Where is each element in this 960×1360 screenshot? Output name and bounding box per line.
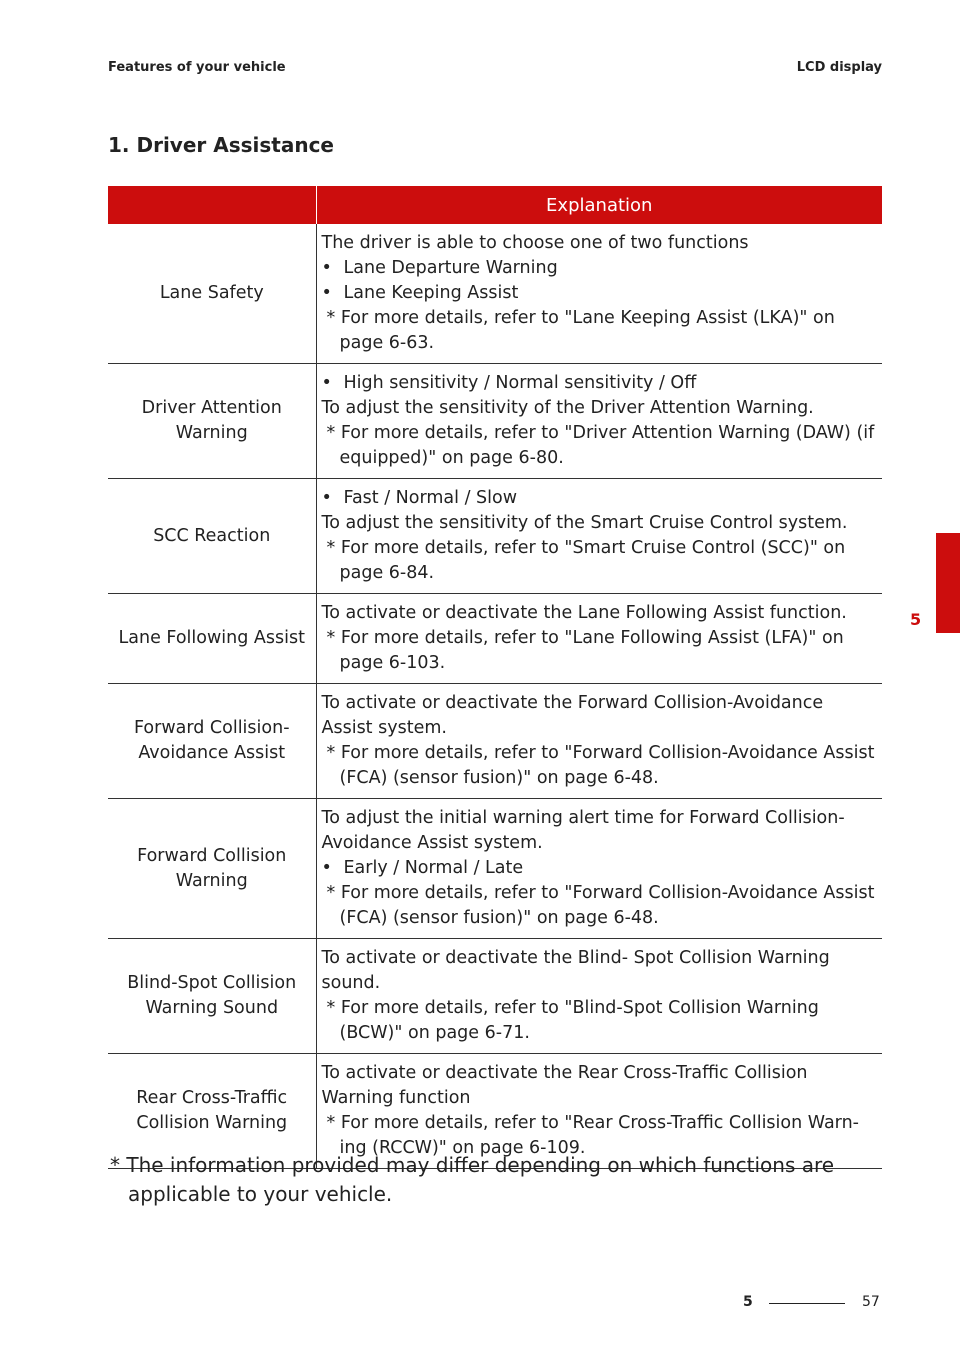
explanation-text: To adjust the sensitivity of the Smart Cruise Control system. <box>321 513 848 533</box>
feature-explanation <box>316 594 882 684</box>
explanation-text: To adjust the initial warning alert time for Forward Collision-Avoidance Assist system. <box>321 808 845 853</box>
feature-name: Lane Following Assist <box>108 594 316 684</box>
feature-explanation <box>316 479 882 594</box>
reference-note: * For more details, refer to "Blind-Spot Collision Warning (BCW)" on page 6-71. <box>326 998 819 1043</box>
table-row <box>108 364 882 479</box>
bullet-text: Early / Normal / Late <box>343 858 524 878</box>
bullet-icon: • <box>321 488 332 508</box>
feature-explanation <box>316 799 882 939</box>
bullet-item <box>322 256 877 281</box>
header-cell-explanation: Explanation <box>316 186 882 224</box>
section-title: 1. Driver Assistance <box>108 133 334 157</box>
explanation-text: To adjust the sensitivity of the Driver Attention Warning. <box>321 398 814 418</box>
explanation-text: To activate or deactivate the Blind- Spot Collision Warning sound. <box>321 948 830 993</box>
running-header-topic: LCD display <box>796 60 882 75</box>
table-row <box>108 939 882 1054</box>
reference-note: * For more details, refer to "Smart Cruise Control (SCC)" on page 6-84. <box>326 538 846 583</box>
bullet-text: Lane Departure Warning <box>343 258 558 278</box>
footnote: * The information provided may differ depending on which functions are applicable to your vehicle. <box>110 1153 835 1206</box>
chapter-tab <box>936 533 960 633</box>
feature-explanation <box>316 684 882 799</box>
footer-page-number: 57 <box>862 1294 880 1310</box>
bullet-icon: • <box>321 373 332 393</box>
table-body <box>108 224 882 1169</box>
feature-name: Forward Collision Warning <box>108 799 316 939</box>
table-row <box>108 799 882 939</box>
table-row <box>108 479 882 594</box>
footer-section-number: 5 <box>743 1294 753 1310</box>
explanation-text: To activate or deactivate the Lane Following Assist function. <box>321 603 847 623</box>
bullet-text: Fast / Normal / Slow <box>343 488 518 508</box>
bullet-icon: • <box>321 258 332 278</box>
bullet-item <box>322 856 877 881</box>
reference-note: * For more details, refer to "Forward Collision-Avoidance Assist (FCA) (sensor fusion)" on page 6-48. <box>326 883 875 928</box>
table-row <box>108 224 882 364</box>
reference-note: * For more details, refer to "Rear Cross-Traffic Collision Warn-ing (RCCW)" on page 6-109. <box>326 1113 859 1158</box>
explanation-text: To activate or deactivate the Rear Cross-Traffic Collision Warning function <box>321 1063 808 1108</box>
reference-note: * For more details, refer to "Lane Keeping Assist (LKA)" on page 6-63. <box>326 308 835 353</box>
table-row <box>108 594 882 684</box>
bullet-icon: • <box>321 858 332 878</box>
feature-explanation <box>316 939 882 1054</box>
feature-name: Driver Attention Warning <box>108 364 316 479</box>
driver-assistance-table <box>108 186 882 1169</box>
table-row <box>108 684 882 799</box>
feature-explanation <box>316 364 882 479</box>
feature-name: Rear Cross-Traffic Collision Warning <box>108 1054 316 1169</box>
bullet-item <box>322 281 877 306</box>
header-cell-feature <box>108 186 316 224</box>
feature-name: Forward Collision-Avoidance Assist <box>108 684 316 799</box>
feature-explanation <box>316 224 882 364</box>
bullet-icon: • <box>321 283 332 303</box>
reference-note: * For more details, refer to "Lane Following Assist (LFA)" on page 6-103. <box>326 628 844 673</box>
table-header <box>108 186 882 224</box>
explanation-text: The driver is able to choose one of two functions <box>321 233 749 253</box>
feature-name: Blind-Spot Collision Warning Sound <box>108 939 316 1054</box>
chapter-tab-number: 5 <box>910 610 922 629</box>
feature-name: Lane Safety <box>108 224 316 364</box>
bullet-text: High sensitivity / Normal sensitivity / Off <box>343 373 697 393</box>
footer-divider <box>769 1303 845 1304</box>
feature-name: SCC Reaction <box>108 479 316 594</box>
bullet-item <box>322 486 877 511</box>
bullet-text: Lane Keeping Assist <box>343 283 519 303</box>
reference-note: * For more details, refer to "Driver Attention Warning (DAW) (if equipped)" on page 6-80. <box>326 423 875 468</box>
reference-note: * For more details, refer to "Forward Collision-Avoidance Assist (FCA) (sensor fusion)" on page 6-48. <box>326 743 875 788</box>
bullet-item <box>322 371 877 396</box>
running-header-section: Features of your vehicle <box>108 60 286 75</box>
explanation-text: To activate or deactivate the Forward Collision-Avoidance Assist system. <box>321 693 824 738</box>
